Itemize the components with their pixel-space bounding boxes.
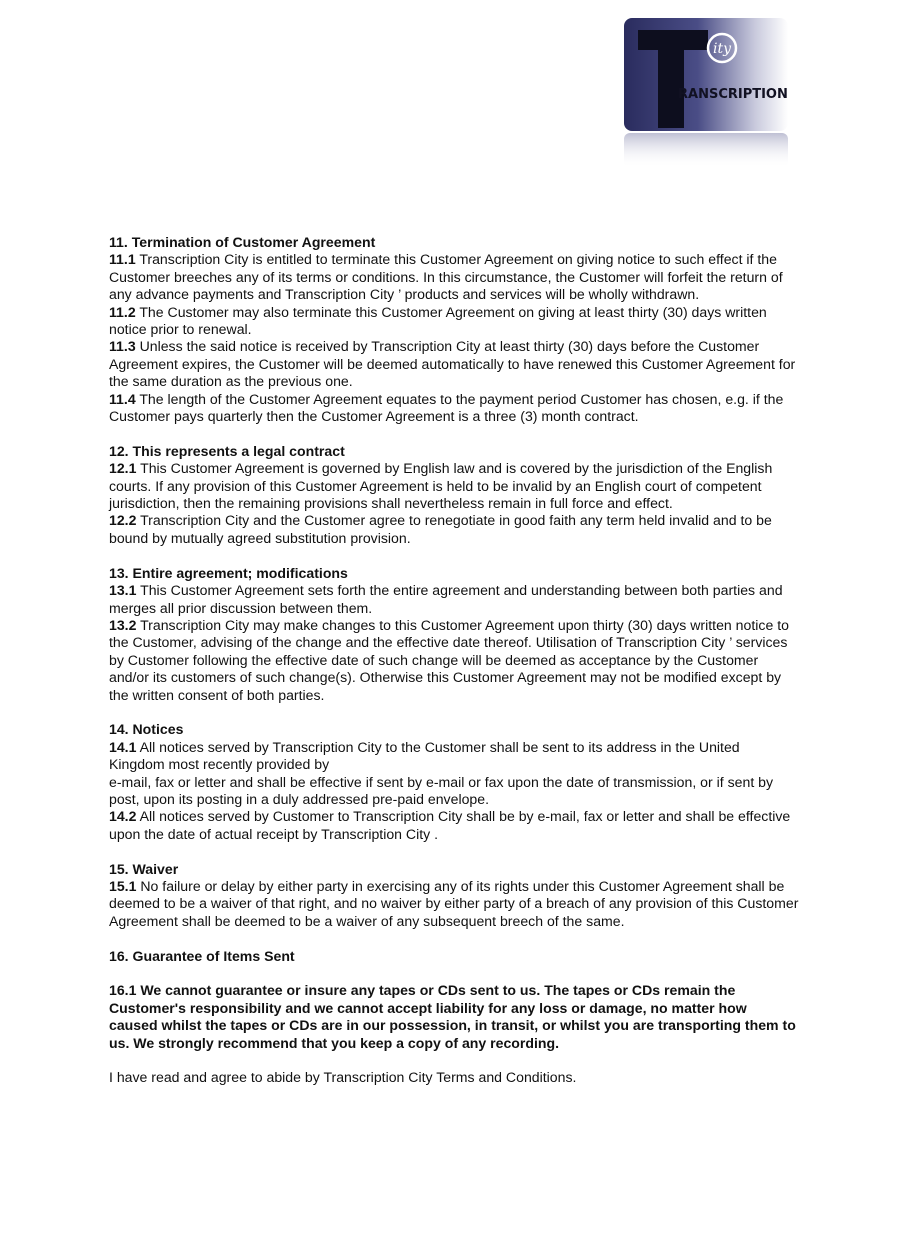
- company-logo: [624, 18, 788, 168]
- clause-11-2: [109, 304, 799, 339]
- transcription-city-logo-graphic: [624, 18, 788, 168]
- clause-13-2: [109, 617, 799, 704]
- clause-number: 13.2: [109, 616, 137, 633]
- clause-13-1: [109, 582, 799, 617]
- section-16: [109, 948, 799, 1052]
- clause-number: 15.1: [109, 877, 137, 894]
- clause-number: 13.1: [109, 582, 137, 599]
- clause-text: e-mail, fax or letter and shall be effective if sent by e-mail or fax upon the date of transmission, or if sent by post, upon its posting in a duly addressed pre-paid envelope.: [109, 773, 774, 807]
- logo-circle-letters: ity: [712, 41, 732, 57]
- clause-text: Unless the said notice is received by Transcription City at least thirty (30) days before the Customer Agreement expires, the Customer will be deemed automatically to have renewed this Customer Agreement for the same duration as the previous one.: [109, 338, 796, 390]
- clause-number: 11.1: [109, 251, 136, 268]
- clause-text: This Customer Agreement is governed by English law and is covered by the jurisdiction of the English courts. If any provision of this Customer Agreement is held to be invalid by an English court of competent jurisdiction, then the remaining provisions shall nevertheless remain in full force and effect.: [109, 460, 773, 512]
- clause-text: The Customer may also terminate this Customer Agreement on giving at least thirty (30) days written notice prior to renewal.: [109, 303, 767, 338]
- clause-11-3: [109, 338, 799, 390]
- section-heading: 12. This represents a legal contract: [109, 442, 345, 459]
- section-14: [109, 721, 799, 843]
- section-13: [109, 565, 799, 704]
- section-heading: 11. Termination of Customer Agreement: [109, 234, 376, 250]
- clause-12-2: [109, 512, 799, 547]
- clause-number: 11.4: [109, 390, 136, 407]
- clause-number: 12.2: [109, 512, 137, 529]
- terms-content: [109, 234, 799, 1104]
- section-heading: 16. Guarantee of Items Sent: [109, 947, 295, 964]
- clause-number: 11.2: [109, 303, 136, 320]
- clause-12-1: [109, 460, 799, 512]
- clause-16-1: 16.1 We cannot guarantee or insure any tapes or CDs sent to us. The tapes or CDs remain the Customer's responsibility and we cannot accept liability for any loss or damage, no matter how caused whilst the tapes or CDs are in our possession, in transit, or whilst you are transporting them to us. We strongly recommend that you keep a copy of any recording.: [109, 982, 796, 1051]
- clause-11-1: [109, 251, 799, 303]
- clause-14-2: [109, 808, 799, 843]
- clause-text: Transcription City may make changes to this Customer Agreement upon thirty (30) days written notice to the Customer, advising of the change and the effective date thereof. Utilisation of Transcription City ’ services by Customer following the effective date of such change will be deemed as acceptance by the Customer and/or its customers of such change(s). Otherwise this Customer Agreement may not be modified except by the written consent of both parties.: [109, 616, 789, 703]
- logo-wordmark: RANSCRIPTION: [678, 87, 788, 102]
- clause-number: 12.1: [109, 460, 137, 477]
- clause-text: This Customer Agreement sets forth the entire agreement and understanding between both parties and merges all prior discussion between them.: [109, 582, 783, 616]
- clause-text: Transcription City is entitled to terminate this Customer Agreement on giving notice to such effect if the Customer breeches any of its terms or conditions. In this circumstance, the Customer will forfeit the return of any advance payments and Transcription City ’ products and services will be wholly withdrawn.: [109, 251, 783, 303]
- clause-15-1: [109, 878, 799, 930]
- section-heading: 14. Notices: [109, 721, 184, 738]
- clause-text: The length of the Customer Agreement equates to the payment period Customer has chosen, e.g. if the Customer pays quarterly then the Customer Agreement is a three (3) month contract.: [109, 390, 784, 425]
- closing-statement: [109, 1069, 799, 1086]
- section-12: [109, 443, 799, 547]
- section-15: [109, 861, 799, 931]
- clause-number: 11.3: [109, 338, 136, 355]
- clause-number: 14.1: [109, 738, 137, 755]
- clause-number: 14.2: [109, 808, 137, 825]
- section-heading: 15. Waiver: [109, 860, 179, 877]
- agreement-statement: I have read and agree to abide by Transcription City Terms and Conditions.: [109, 1069, 577, 1086]
- clause-text: Transcription City and the Customer agree to renegotiate in good faith any term held invalid and to be bound by mutually agreed substitution provision.: [109, 512, 772, 546]
- section-heading: 13. Entire agreement; modifications: [109, 564, 348, 581]
- clause-text: All notices served by Customer to Transcription City shall be by e-mail, fax or letter and shall be effective upon the date of actual receipt by Transcription City .: [109, 808, 791, 842]
- clause-14-1-continued: [109, 774, 799, 809]
- clause-11-4: [109, 391, 799, 426]
- clause-text: All notices served by Transcription City to the Customer shall be sent to its address in the United Kingdom most recently provided by: [109, 738, 740, 773]
- clause-14-1: [109, 739, 799, 774]
- clause-text: No failure or delay by either party in exercising any of its rights under this Customer Agreement shall be deemed to be a waiver of that right, and no waiver by either party of a breach of any provision of this Customer Agreement shall be deemed to be a waiver of any subsequent breech of the same.: [109, 877, 799, 929]
- section-11: [109, 234, 799, 425]
